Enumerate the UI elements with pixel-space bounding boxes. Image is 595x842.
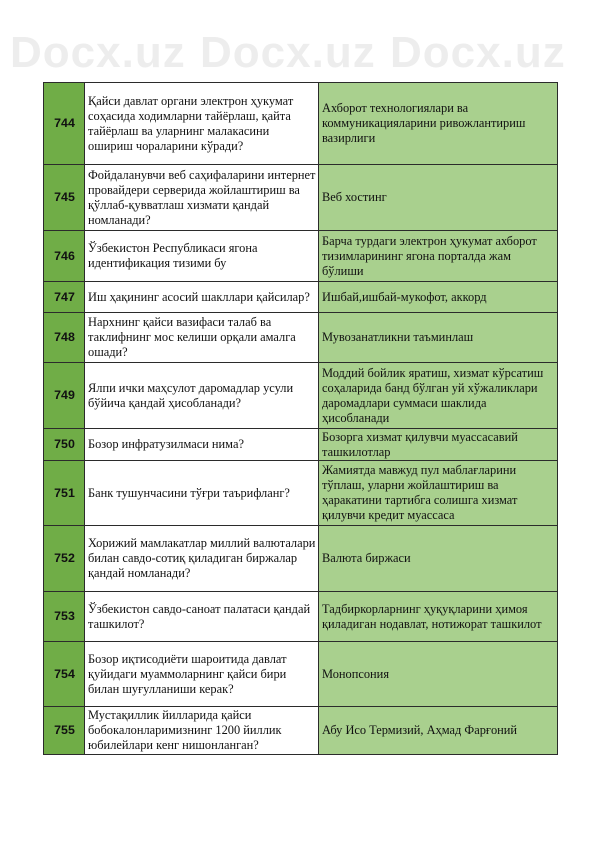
row-number: 752 [44, 526, 85, 592]
table-row [44, 707, 558, 755]
watermark-text: Docx.uz [200, 28, 376, 77]
row-number: 745 [44, 165, 85, 231]
question-cell: Бозор иқтисодиёти шароитида давлат қуйидаги муаммоларнинг қайси бири билан шуғулланиши керак? [85, 642, 319, 707]
table-row [44, 429, 558, 461]
answer-cell: Ишбай,ишбай-мукофот, аккорд [319, 282, 558, 313]
table-row [44, 642, 558, 707]
answer-cell: Барча турдаги электрон ҳукумат ахборот тизимларининг ягона порталда жам бўлиши [319, 231, 558, 282]
answer-cell: Монопсония [319, 642, 558, 707]
question-cell: Мустақиллик йилларида қайси бобокалонларимизнинг 1200 йиллик юбилейлари кенг нишонланган? [85, 707, 319, 755]
question-cell: Ўзбекистон савдо-саноат палатаси қандай ташкилот? [85, 592, 319, 642]
row-number: 747 [44, 282, 85, 313]
question-cell: Иш ҳақининг асосий шакллари қайсилар? [85, 282, 319, 313]
answer-cell: Тадбиркорларнинг ҳуқуқларини ҳимоя қиладиган нодавлат, нотижорат ташкилот [319, 592, 558, 642]
answer-cell: Мувозанатликни таъминлаш [319, 313, 558, 363]
row-number: 755 [44, 707, 85, 755]
row-number: 750 [44, 429, 85, 461]
row-number: 753 [44, 592, 85, 642]
row-number: 748 [44, 313, 85, 363]
answer-cell: Бозорга хизмат қилувчи муассасавий ташкилотлар [319, 429, 558, 461]
answer-cell: Абу Исо Термизий, Аҳмад Фарғоний [319, 707, 558, 755]
row-number: 749 [44, 363, 85, 429]
table-row [44, 461, 558, 526]
table-row [44, 592, 558, 642]
answer-cell: Веб хостинг [319, 165, 558, 231]
table-row [44, 165, 558, 231]
answer-cell: Моддий бойлик яратиш, хизмат кўрсатиш соҳаларида банд бўлган уй хўжаликлари даромадлари суммаси шаклида ҳисобланади [319, 363, 558, 429]
question-cell: Ўзбекистон Республикаси ягона идентификация тизими бу [85, 231, 319, 282]
question-cell: Фойдаланувчи веб саҳифаларини интернет провайдери серверида жойлаштириш ва қўллаб-қувватлаш хизмати қандай номланади? [85, 165, 319, 231]
question-cell: Қайси давлат органи электрон ҳукумат соҳасида ходимларни тайёрлаш, қайта тайёрлаш ва уларнинг малакасини ошириш чораларини кўради? [85, 83, 319, 165]
question-cell: Нархнинг қайси вазифаси талаб ва таклифнинг мос келиши орқали амалга ошади? [85, 313, 319, 363]
watermark-text: Docx.uz [10, 28, 186, 77]
table-row [44, 282, 558, 313]
question-cell: Ялпи ички маҳсулот даромадлар усули бўйича қандай ҳисобланади? [85, 363, 319, 429]
table-row [44, 526, 558, 592]
question-cell: Бозор инфратузилмаси нима? [85, 429, 319, 461]
question-cell: Хорижий мамлакатлар миллий валюталари билан савдо-сотиқ қиладиган биржалар қандай номланади? [85, 526, 319, 592]
answer-cell: Ахборот технологиялари ва коммуникацияларини ривожлантириш вазирлиги [319, 83, 558, 165]
row-number: 754 [44, 642, 85, 707]
table-row [44, 313, 558, 363]
row-number: 751 [44, 461, 85, 526]
qa-table [43, 82, 558, 755]
row-number: 746 [44, 231, 85, 282]
table-row [44, 231, 558, 282]
row-number: 744 [44, 83, 85, 165]
answer-cell: Валюта биржаси [319, 526, 558, 592]
answer-cell: Жамиятда мавжуд пул маблағларини тўплаш, уларни жойлаштириш ва ҳаракатини тартибга солишга хизмат қилувчи кредит муассаса [319, 461, 558, 526]
table-row [44, 363, 558, 429]
table-row [44, 83, 558, 165]
watermark-text: Docx.uz [390, 28, 566, 77]
question-cell: Банк тушунчасини тўғри таърифланг? [85, 461, 319, 526]
